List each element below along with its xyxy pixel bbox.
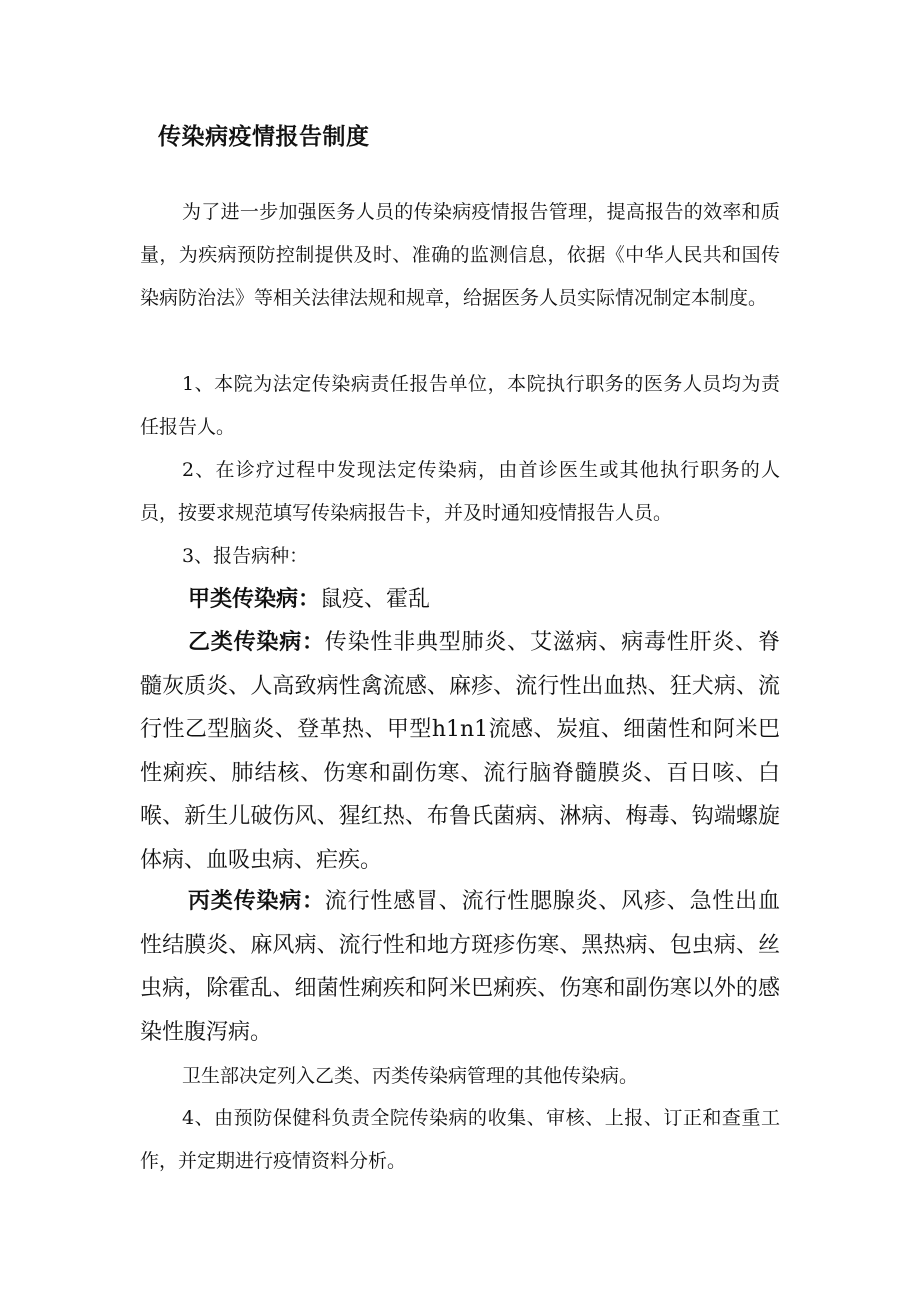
item-2-paragraph: 2、在诊疗过程中发现法定传染病，由首诊医生或其他执行职务的人员，按要求规范填写传染病报告卡，并及时通知疫情报告人员。 — [140, 459, 780, 524]
class-a-text: 鼠疫、霍乱 — [320, 587, 431, 612]
class-c-text: 流行性感冒、流行性腮腺炎、风疹、急性出血性结膜炎、麻风病、流行性和地方斑疹伤寒、黑热病、包虫病、丝虫病，除霍乱、细菌性痢疾和阿米巴痢疾、伤寒和副伤寒以外的感染性腹泻病。 — [140, 889, 780, 1045]
document-title: 传染病疫情报告制度 — [158, 124, 370, 150]
item-3-paragraph: 3、报告病种： — [182, 545, 309, 567]
intro-paragraph: 为了进一步加强医务人员的传染病疫情报告管理，提高报告的效率和质量，为疾病预防控制提供及时、准确的监测信息，依据《中华人民共和国传染病防治法》等相关法律法规和规章，给据医务人员实际情况制定本制度。 — [140, 201, 780, 309]
class-c-paragraph — [140, 880, 780, 1054]
class-a-paragraph — [140, 578, 780, 622]
class-c-label: 丙类传染病： — [188, 889, 325, 914]
other-diseases-note: 卫生部决定列入乙类、丙类传染病管理的其他传染病。 — [182, 1065, 639, 1087]
class-b-text: 传染性非典型肺炎、艾滋病、病毒性肝炎、脊髓灰质炎、人高致病性禽流感、麻疹、流行性出血热、狂犬病、流行性乙型脑炎、登革热、甲型h1n1流感、炭疽、细菌性和阿米巴性痢疾、肺结核、伤寒和副伤寒、流行脑脊髓膜炎、百日咳、白喉、新生儿破伤风、猩红热、布鲁氏菌病、淋病、梅毒、钩端螺旋体病、血吸虫病、疟疾。 — [140, 630, 780, 873]
class-a-label: 甲类传染病： — [188, 587, 321, 612]
item-4-paragraph: 4、由预防保健科负责全院传染病的收集、审核、上报、订正和查重工作，并定期进行疫情资料分析。 — [140, 1107, 780, 1172]
item-1-paragraph: 1、本院为法定传染病责任报告单位，本院执行职务的医务人员均为责任报告人。 — [140, 373, 780, 438]
class-b-label: 乙类传染病： — [188, 630, 325, 655]
class-b-paragraph — [140, 621, 780, 882]
